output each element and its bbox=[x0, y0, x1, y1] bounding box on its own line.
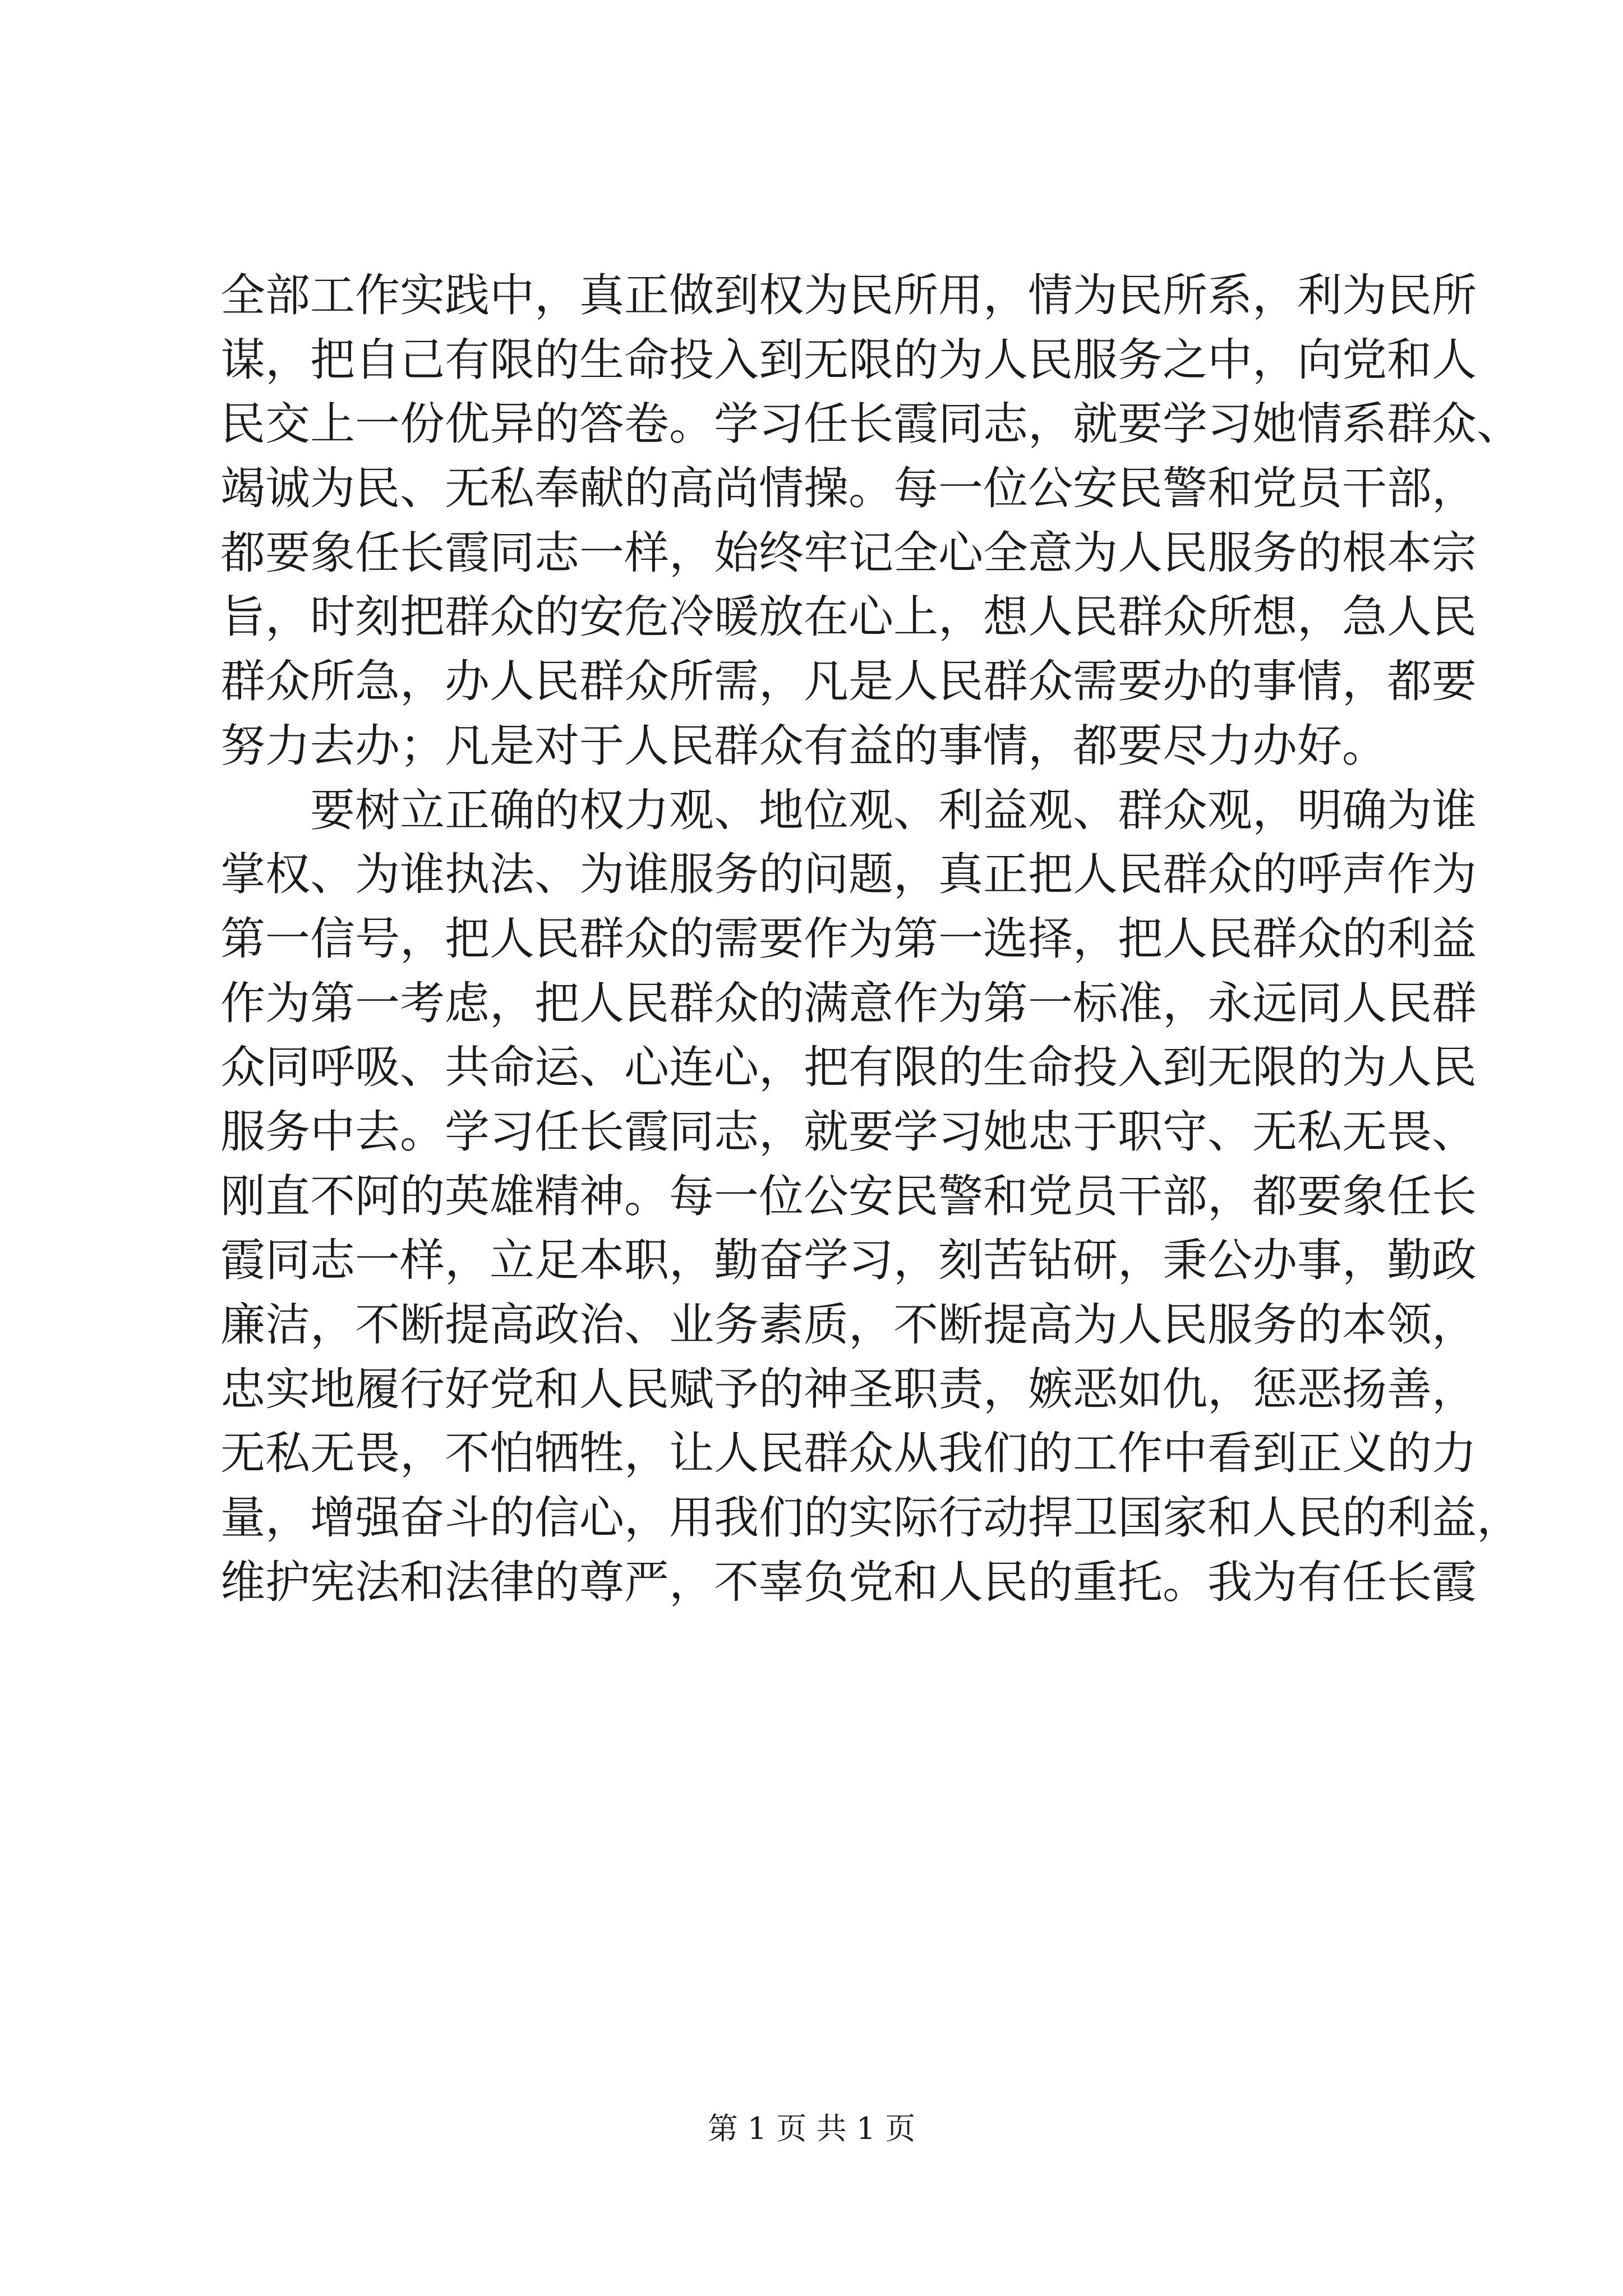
text-line: 掌权、为谁执法、为谁服务的问题，真正把人民群众的呼声作为 bbox=[220, 848, 1477, 901]
text-line: 第一信号，把人民群众的需要作为第一选择，把人民群众的利益 bbox=[220, 912, 1477, 965]
text-line: 忠实地履行好党和人民赋予的神圣职责，嫉恶如仇，惩恶扬善， bbox=[220, 1363, 1477, 1415]
text-line: 作为第一考虑，把人民群众的满意作为第一标准，永远同人民群 bbox=[220, 977, 1477, 1029]
text-line: 努力去办；凡是对于人民群众有益的事情，都要尽力办好。 bbox=[220, 719, 1387, 772]
text-line: 全部工作实践中，真正做到权为民所用，情为民所系，利为民所 bbox=[220, 269, 1477, 321]
text-line: 竭诚为民、无私奉献的高尚情操。每一位公安民警和党员干部， bbox=[220, 462, 1477, 515]
text-line: 群众所急，办人民群众所需，凡是人民群众需要办的事情，都要 bbox=[220, 655, 1477, 708]
document-body bbox=[220, 264, 1521, 1614]
text-line: 民交上一份优异的答卷。学习任长霞同志，就要学习她情系群众、 bbox=[220, 398, 1521, 450]
text-line: 众同呼吸、共命运、心连心，把有限的生命投入到无限的为人民 bbox=[220, 1041, 1477, 1094]
text-line: 都要象任长霞同志一样，始终牢记全心全意为人民服务的根本宗 bbox=[220, 526, 1477, 579]
text-line: 无私无畏，不怕牺牲，让人民群众从我们的工作中看到正义的力 bbox=[220, 1427, 1477, 1480]
text-line: 霞同志一样，立足本职，勤奋学习，刻苦钻研，秉公办事，勤政 bbox=[220, 1234, 1477, 1287]
text-line: 旨，时刻把群众的安危冷暖放在心上，想人民群众所想，急人民 bbox=[220, 591, 1477, 643]
text-line: 廉洁，不断提高政治、业务素质，不断提高为人民服务的本领， bbox=[220, 1299, 1477, 1351]
text-line: 服务中去。学习任长霞同志，就要学习她忠于职守、无私无畏、 bbox=[220, 1105, 1477, 1158]
text-line: 刚直不阿的英雄精神。每一位公安民警和党员干部，都要象任长 bbox=[220, 1170, 1477, 1222]
text-line: 谋，把自己有限的生命投入到无限的为人民服务之中，向党和人 bbox=[220, 333, 1477, 386]
text-line: 要树立正确的权力观、地位观、利益观、群众观，明确为谁 bbox=[310, 784, 1477, 836]
page-footer: 第 1 页 共 1 页 bbox=[707, 2111, 916, 2146]
text-line: 维护宪法和法律的尊严，不辜负党和人民的重托。我为有任长霞 bbox=[220, 1556, 1477, 1608]
text-line: 量，增强奋斗的信心，用我们的实际行动捍卫国家和人民的利益， bbox=[220, 1492, 1521, 1544]
